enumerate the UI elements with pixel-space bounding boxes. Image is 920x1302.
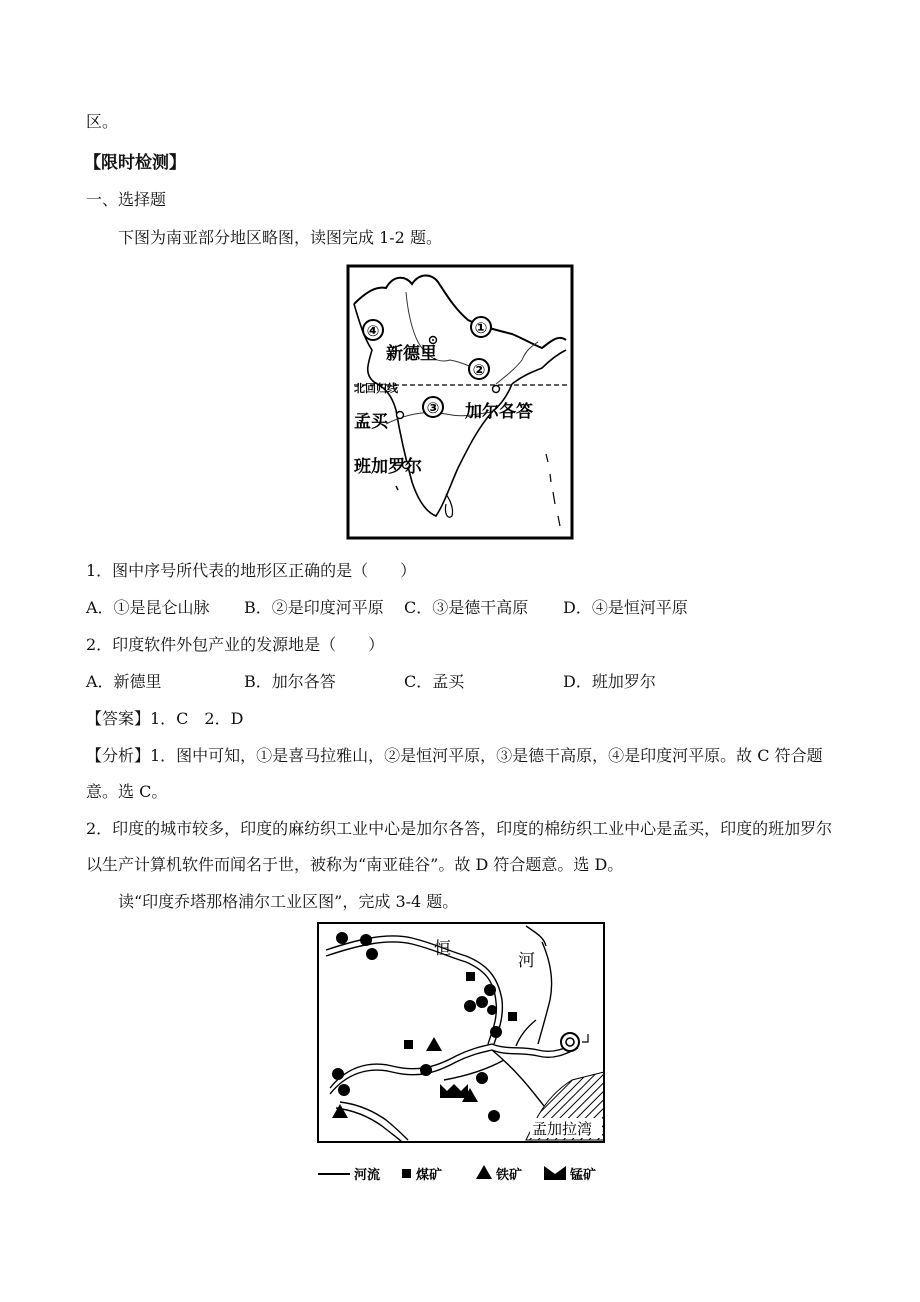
label-tropic: 北回归线 — [354, 382, 398, 395]
kolkata-dot — [493, 386, 500, 393]
part-title: 一、选择题 — [86, 190, 167, 209]
label-2: ② — [472, 361, 486, 379]
analysis1-line1: 【分析】1．图中可知，①是喜马拉雅山，②是恒河平原，③是德干高原，④是印度河平原。故 C 符合题 — [86, 746, 823, 765]
label-kolkata: 加尔各答 — [465, 402, 533, 422]
map1-frame — [348, 266, 572, 538]
label-bay: 孟加拉湾 — [532, 1120, 593, 1138]
map2-legend — [318, 1165, 596, 1183]
chota-nagpur-map — [316, 920, 608, 1192]
legend-iron-symbol — [476, 1165, 492, 1179]
label-mumbai: 孟买 — [354, 412, 388, 432]
legend-manganese: 锰矿 — [570, 1168, 597, 1183]
q1-stem: 1．图中序号所代表的地形区正确的是（ ） — [86, 561, 417, 580]
label-3: ③ — [426, 399, 440, 417]
q1-option-c: C．③是德干高原 — [404, 598, 529, 617]
label-heng: 恒 — [434, 939, 451, 959]
label-4: ④ — [366, 322, 380, 340]
analysis1-line2: 意。选 C。 — [86, 782, 168, 801]
label-he: 河 — [518, 951, 535, 971]
q1-option-b: B．②是印度河平原 — [244, 598, 384, 617]
q2-stem: 2．印度软件外包产业的发源地是（ ） — [86, 635, 385, 654]
answer-line: 【答案】1．C 2．D — [86, 709, 244, 728]
q2-option-d: D．班加罗尔 — [563, 672, 656, 691]
analysis2-line2: 以生产计算机软件而闻名于世，被称为“南亚硅谷”。故 D 符合题意。选 D。 — [86, 855, 624, 874]
section-title: 【限时检测】 — [84, 153, 186, 173]
q2-option-c: C．孟买 — [404, 672, 465, 691]
mumbai-dot — [397, 412, 404, 419]
intro-map2: 读“印度乔塔那格浦尔工业区图”，完成 3-4 题。 — [118, 892, 459, 911]
label-delhi: 新德里 — [386, 344, 437, 364]
south-asia-map — [346, 264, 574, 540]
legend-manganese-symbol — [544, 1166, 566, 1180]
legend-iron: 铁矿 — [496, 1168, 523, 1183]
top-fragment: 区。 — [86, 112, 119, 131]
q2-option-b: B．加尔各答 — [244, 672, 336, 691]
legend-coal-symbol — [402, 1169, 411, 1178]
legend-river: 河流 — [354, 1168, 381, 1183]
legend-coal: 煤矿 — [416, 1168, 443, 1183]
q2-option-a: A．新德里 — [86, 672, 162, 691]
q1-option-d: D．④是恒河平原 — [563, 598, 688, 617]
q1-option-a: A．①是昆仑山脉 — [86, 598, 210, 617]
label-bangalore: 班加罗尔 — [354, 457, 422, 477]
analysis2-line1: 2．印度的城市较多，印度的麻纺织工业中心是加尔各答，印度的棉纺织工业中心是孟买，印度的班加罗尔 — [86, 819, 833, 838]
label-1: ① — [474, 319, 488, 337]
intro-map1: 下图为南亚部分地区略图，读图完成 1-2 题。 — [118, 228, 442, 247]
